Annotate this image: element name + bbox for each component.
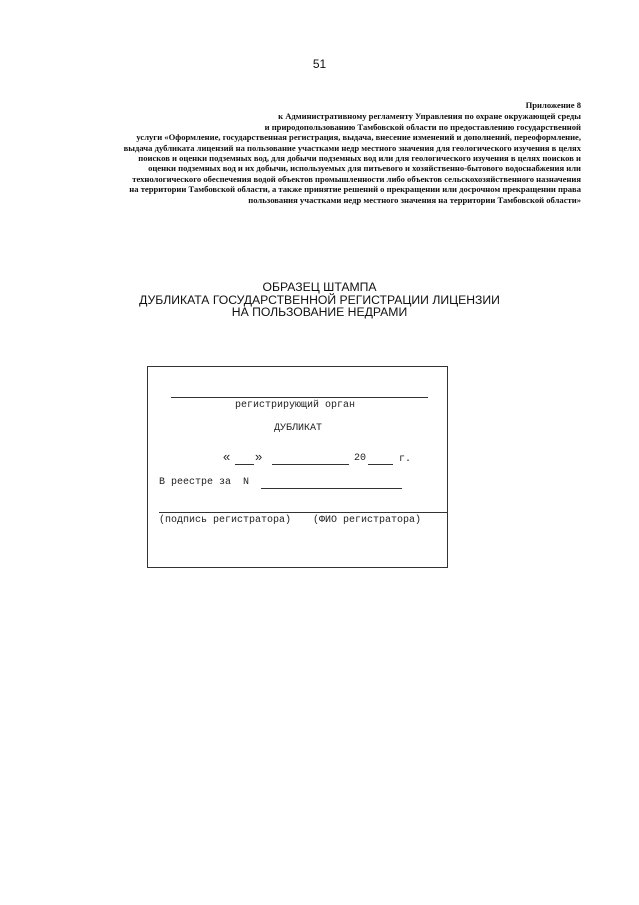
duplicate-label: ДУБЛИКАТ <box>274 423 323 434</box>
year-suffix: г. <box>399 454 412 465</box>
registry-label: В реестре за N <box>159 477 250 488</box>
appendix-title: Приложение 8 <box>525 100 581 110</box>
appendix-header <box>41 100 581 205</box>
appendix-line: технологического обеспечения водой объектов промышленности либо объектов сельскохозяйственного назначения <box>132 173 581 184</box>
year-blank-line <box>368 464 393 465</box>
date-open-quote: « <box>223 449 231 464</box>
appendix-line: на территории Тамбовской области, а также принятие решений о прекращении или досрочном прекращении права <box>129 184 581 195</box>
stamp-sample <box>147 366 448 568</box>
organ-blank-line <box>171 397 428 398</box>
heading-line-2: ДУБЛИКАТА ГОСУДАРСТВЕННОЙ РЕГИСТРАЦИИ ЛИЦЕНЗИИ <box>139 292 500 307</box>
appendix-line: выдача дубликата лицензий на пользование участками недр местного значения для геологического изучения в целях <box>123 142 581 153</box>
registry-number-blank-line <box>261 488 402 489</box>
stamp-border-bottom <box>147 567 448 568</box>
page-number: 51 <box>312 57 327 71</box>
document-heading <box>0 281 639 319</box>
signature-label: (подпись регистратора) <box>159 515 292 526</box>
appendix-line: поисков и оценки подземных вод, для добычи подземных вод или для геологического изучения в целях поисков и <box>138 153 581 164</box>
appendix-line: к Административному регламенту Управления по охране окружающей среды <box>278 111 581 122</box>
month-blank-line <box>272 464 349 465</box>
appendix-line: услуги «Оформление, государственная регистрация, выдача, внесение изменений и дополнений, переоформление, <box>136 132 581 143</box>
signature-blank-line <box>159 512 448 513</box>
date-close-quote: » <box>255 449 263 464</box>
appendix-line: пользования участками недр местного значения на территории Тамбовской области» <box>248 194 581 205</box>
appendix-line: и природопользованию Тамбовской области по предоставлению государственной <box>264 121 581 132</box>
heading-line-3: НА ПОЛЬЗОВАНИЕ НЕДРАМИ <box>231 305 408 319</box>
organ-label: регистрирующий орган <box>235 400 356 411</box>
stamp-border-right <box>447 366 448 568</box>
year-prefix: 20 <box>354 453 367 464</box>
stamp-border-top <box>147 366 448 367</box>
stamp-border-left <box>147 366 148 568</box>
registrar-name-label: (ФИО регистратора) <box>313 515 422 526</box>
day-blank-line <box>235 464 254 465</box>
appendix-line: оценки подземных вод и их добычи, используемых для питьевого и хозяйственно-бытового водоснабжения или <box>148 163 581 174</box>
heading-line-1: ОБРАЗЕЦ ШТАМПА <box>262 280 377 294</box>
